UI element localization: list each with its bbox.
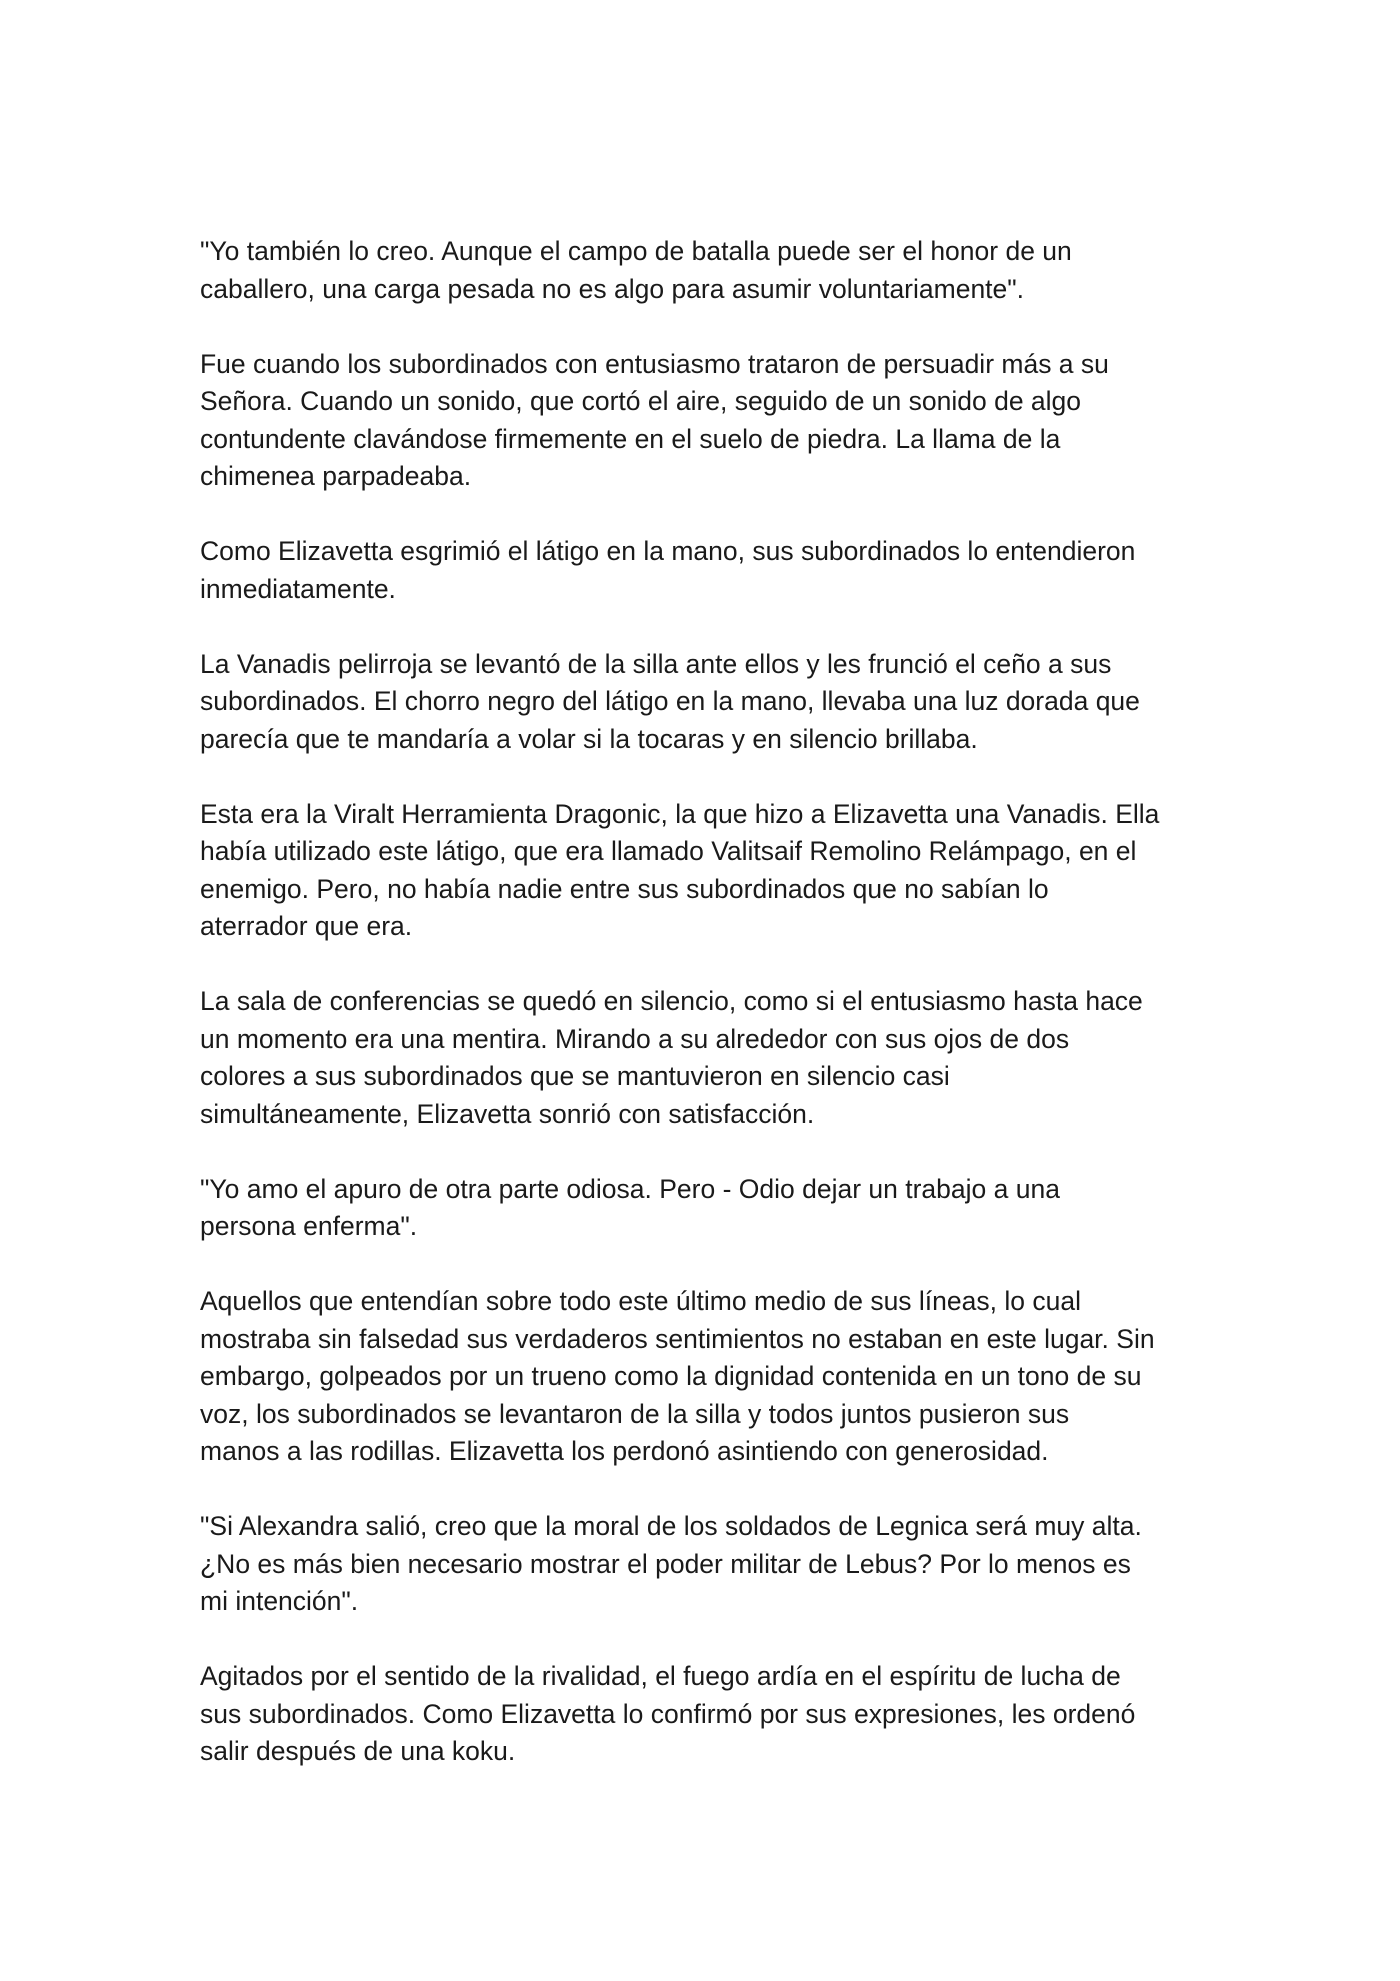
paragraph: Aquellos que entendían sobre todo este último medio de sus líneas, lo cual mostraba sin falsedad sus verdaderos sentimientos no estaban en este lugar. Sin embargo, golpeados por un trueno como la dignidad contenida en un tono de su voz, los subordinados se levantaron de la silla y todos juntos pusieron sus manos a las rodillas. Elizavetta los perdonó asintiendo con generosidad.: [200, 1286, 1155, 1466]
paragraph: La Vanadis pelirroja se levantó de la silla ante ellos y les frunció el ceño a sus subordinados. El chorro negro del látigo en la mano, llevaba una luz dorada que parecía que te mandaría a volar si la tocaras y en silencio brillaba.: [200, 648, 1140, 754]
paragraph: "Yo también lo creo. Aunque el campo de batalla puede ser el honor de un caballero, una carga pesada no es algo para asumir voluntariamente".: [200, 236, 1072, 304]
paragraph: Como Elizavetta esgrimió el látigo en la mano, sus subordinados lo entendieron inmediatamente.: [200, 536, 1136, 604]
paragraph: La sala de conferencias se quedó en silencio, como si el entusiasmo hasta hace un momento era una mentira. Mirando a su alrededor con sus ojos de dos colores a sus subordinados que se mantuvieron en silencio casi simultáneamente, Elizavetta sonrió con satisfacción.: [200, 986, 1143, 1129]
paragraph: Agitados por el sentido de la rivalidad, el fuego ardía en el espíritu de lucha de sus subordinados. Como Elizavetta lo confirmó por sus expresiones, les ordenó salir después de una koku.: [200, 1661, 1136, 1766]
paragraph: Fue cuando los subordinados con entusiasmo trataron de persuadir más a su Señora. Cuando un sonido, que cortó el aire, seguido de un sonido de algo contundente clavándose firmemente en el suelo de piedra. La llama de la chimenea parpadeaba.: [200, 348, 1109, 491]
paragraph: "Yo amo el apuro de otra parte odiosa. Pero - Odio dejar un trabajo a una persona enferma".: [200, 1173, 1060, 1241]
document-body: [200, 233, 1210, 1808]
paragraph: "Si Alexandra salió, creo que la moral de los soldados de Legnica será muy alta. ¿No es más bien necesario mostrar el poder militar de Lebus? Por lo menos es mi intención".: [200, 1511, 1142, 1616]
paragraph: Esta era la Viralt Herramienta Dragonic, la que hizo a Elizavetta una Vanadis. Ella había utilizado este látigo, que era llamado Valitsaif Remolino Relámpago, en el enemigo. Pero, no había nadie entre sus subordinados que no sabían lo aterrador que era.: [200, 798, 1160, 941]
